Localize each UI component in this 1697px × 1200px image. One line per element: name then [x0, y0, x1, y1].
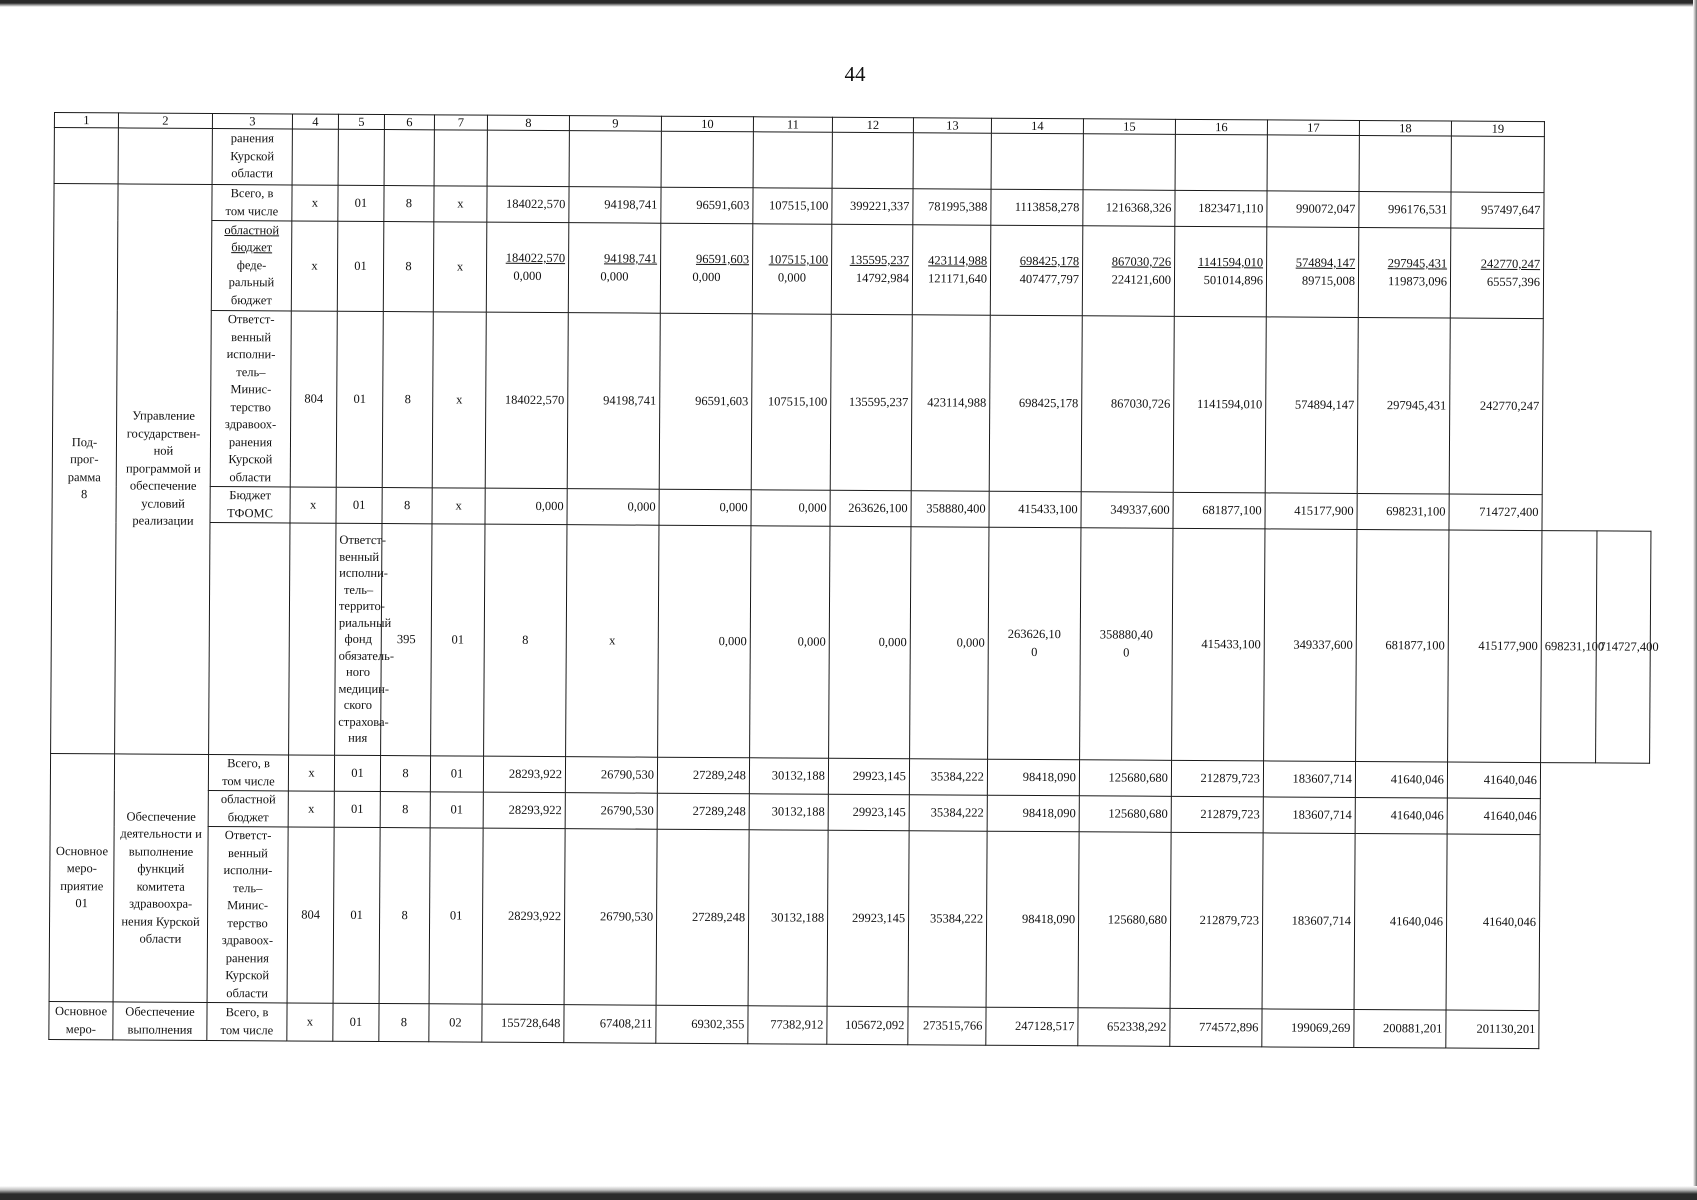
- code-cell: 8: [484, 524, 567, 756]
- amount-cell: 35384,222: [909, 759, 987, 795]
- amount-cell: 0,000: [751, 490, 830, 526]
- federal-amount: 0,000: [513, 268, 542, 283]
- amount-cell: 273515,766: [908, 1007, 986, 1045]
- amount-cell: 69302,355: [656, 1005, 748, 1044]
- amount-cell: [990, 225, 1083, 316]
- amount-cell: 652338,292: [1078, 1008, 1170, 1047]
- amount-cell: [1082, 226, 1175, 317]
- federal-amount: 501014,896: [1203, 272, 1264, 287]
- amount-cell: 415177,900: [1448, 530, 1542, 763]
- empty-cell: [991, 133, 1083, 190]
- table-row: [51, 521, 1651, 763]
- regional-amount: 94198,741: [603, 251, 658, 266]
- amount-cell: [486, 222, 569, 312]
- amount-cell: [752, 224, 832, 314]
- code-cell: 01: [336, 311, 383, 487]
- empty-cell: [434, 130, 487, 186]
- column-number: 14: [991, 118, 1083, 134]
- empty-cell: [753, 132, 832, 188]
- column-number: 1: [54, 113, 118, 128]
- amount-cell: 184022,570: [485, 312, 568, 488]
- amount-cell: 27289,248: [656, 829, 749, 1006]
- amount-cell: 0,000: [567, 489, 659, 526]
- code-cell: 01: [334, 791, 380, 827]
- federal-amount: 14792,984: [855, 270, 910, 285]
- federal-amount: 0,000: [777, 269, 807, 285]
- amount-cell: 263626,10 0: [988, 527, 1081, 760]
- source-cell: ранения Курской области: [212, 128, 292, 184]
- code-cell: 01: [337, 221, 384, 311]
- regional-amount: 96591,603: [695, 251, 750, 267]
- source-cell: Всего, в том числе: [212, 184, 292, 220]
- amount-cell: [831, 224, 913, 314]
- code-cell: 01: [333, 1003, 379, 1041]
- column-number: 13: [913, 118, 991, 133]
- amount-cell: [1358, 227, 1451, 318]
- regional-amount: 107515,100: [768, 252, 829, 267]
- amount-cell: 212879,723: [1171, 796, 1263, 833]
- amount-cell: 35384,222: [909, 795, 987, 831]
- amount-cell: 26790,530: [564, 829, 657, 1006]
- regional-amount: 574894,147: [1295, 255, 1356, 270]
- program-status-cell: Основное меро- приятие 01: [49, 753, 115, 1001]
- amount-cell: [1450, 228, 1544, 319]
- amount-cell: 698425,178: [989, 315, 1082, 492]
- empty-cell: [913, 133, 991, 189]
- amount-cell: 125680,680: [1078, 832, 1171, 1009]
- amount-cell: 0,000: [485, 488, 567, 525]
- amount-cell: 26790,530: [565, 757, 657, 794]
- empty-cell: [832, 132, 913, 188]
- empty-cell: [54, 128, 118, 184]
- amount-cell: 107515,100: [753, 188, 832, 224]
- empty-cell: [1359, 135, 1451, 192]
- page-number: 44: [844, 62, 866, 86]
- amount-cell: 183607,714: [1263, 761, 1355, 798]
- code-cell: 01: [336, 487, 382, 523]
- table-row: [49, 825, 1649, 1011]
- column-number: 3: [212, 113, 292, 128]
- regional-amount: 698425,178: [1019, 253, 1080, 269]
- amount-cell: 27289,248: [657, 757, 749, 794]
- amount-cell: 681877,100: [1173, 492, 1265, 529]
- column-number: 17: [1267, 120, 1359, 136]
- federal-amount: 407477,797: [1019, 271, 1080, 286]
- amount-cell: 200881,201: [1354, 1009, 1446, 1048]
- amount-cell: 263626,100: [830, 490, 911, 526]
- amount-cell: 30132,188: [748, 830, 828, 1006]
- code-cell: x: [432, 312, 486, 488]
- amount-cell: 98418,090: [987, 759, 1079, 796]
- code-cell: 8: [383, 222, 434, 312]
- amount-cell: 242770,247: [1449, 318, 1543, 495]
- amount-cell: 96591,603: [659, 313, 752, 490]
- program-name-cell: Обеспечение выполнения: [113, 1002, 207, 1041]
- scan-top-edge: [0, 0, 1697, 7]
- amount-cell: 681877,100: [1356, 529, 1449, 762]
- amount-cell: 41640,046: [1354, 833, 1447, 1010]
- amount-cell: 105672,092: [827, 1006, 908, 1044]
- column-number: 5: [338, 114, 384, 129]
- amount-cell: 29923,145: [828, 794, 909, 830]
- amount-cell: 415433,100: [989, 491, 1081, 528]
- table-row: [53, 220, 1653, 320]
- empty-cell: [384, 130, 434, 186]
- amount-cell: 358880,40 0: [1080, 528, 1173, 761]
- amount-cell: 0,000: [750, 526, 830, 758]
- empty-cell: [338, 129, 384, 185]
- amount-cell: 199069,269: [1262, 1009, 1354, 1048]
- code-cell: 01: [430, 756, 483, 792]
- code-cell: 8: [382, 312, 433, 488]
- column-number: 9: [569, 116, 661, 132]
- amount-cell: [568, 223, 661, 314]
- column-number: 7: [434, 115, 487, 130]
- amount-cell: 247128,517: [986, 1007, 1078, 1046]
- source-cell: областной бюджет: [208, 790, 288, 826]
- code-cell: 8: [384, 186, 434, 222]
- amount-cell: 1113858,278: [991, 189, 1083, 226]
- code-cell: 8: [382, 488, 432, 524]
- amount-cell: 183607,714: [1262, 833, 1355, 1010]
- source-cell: Ответст- венный исполни- тель– Минис- терство здравоох- ранения Курской области: [207, 826, 288, 1002]
- amount-cell: 107515,100: [751, 314, 831, 490]
- amount-cell: 201130,201: [1446, 1010, 1539, 1049]
- amount-cell: 714727,400: [1449, 494, 1542, 531]
- federal-amount: 121171,640: [928, 270, 988, 286]
- amount-cell: [660, 223, 753, 314]
- source-label-federal: феде- ральный бюджет: [228, 257, 275, 308]
- code-cell: 01: [333, 827, 380, 1003]
- amount-cell: 1216368,326: [1083, 190, 1175, 227]
- source-cell: Ответст- венный исполни- тель– Минис- терство здравоох- ранения Курской области: [210, 310, 291, 486]
- amount-cell: 212879,723: [1170, 832, 1263, 1009]
- federal-amount: 65557,396: [1486, 274, 1541, 289]
- empty-cell: [118, 128, 212, 185]
- code-cell: 8: [380, 792, 430, 828]
- source-cell: Ответст- венный исполни- тель– террито- риальный фонд обязатель- ного медицин- ского страхова- ния: [335, 523, 382, 755]
- column-number: 16: [1175, 119, 1267, 135]
- amount-cell: 399221,337: [832, 188, 913, 224]
- amount-cell: 135595,237: [830, 314, 912, 490]
- empty-cell: [1083, 134, 1175, 191]
- amount-cell: 698231,100: [1541, 531, 1597, 763]
- code-cell: x: [290, 487, 336, 523]
- code-cell: x: [288, 791, 334, 827]
- code-cell: x: [287, 1003, 333, 1041]
- amount-cell: 29923,145: [827, 830, 909, 1006]
- empty-cell: [1267, 135, 1359, 192]
- amount-cell: 30132,188: [749, 758, 828, 794]
- code-cell: 02: [429, 1004, 482, 1042]
- empty-cell: [661, 131, 753, 188]
- empty-cell: [487, 130, 569, 186]
- column-number: 12: [832, 117, 913, 132]
- federal-amount: 89715,008: [1301, 273, 1356, 288]
- empty-cell: [209, 522, 290, 754]
- empty-cell: [1175, 134, 1267, 191]
- program-status-cell: Под- прог- рамма 8: [51, 184, 118, 754]
- amount-cell: 41640,046: [1355, 761, 1447, 798]
- regional-amount: 423114,988: [928, 253, 988, 268]
- table-row: [52, 309, 1652, 495]
- column-number: 19: [1451, 121, 1544, 137]
- code-cell: 8: [379, 828, 430, 1004]
- amount-cell: 1141594,010: [1173, 316, 1266, 493]
- budget-table: [48, 112, 1659, 1050]
- amount-cell: 415433,100: [1172, 528, 1265, 761]
- source-cell: Бюджет ТФОМС: [210, 486, 290, 522]
- federal-amount: 0,000: [692, 269, 721, 284]
- amount-cell: 358880,400: [911, 491, 989, 527]
- table-row: [54, 128, 1653, 194]
- code-cell: 8: [379, 1004, 429, 1042]
- amount-cell: 349337,600: [1081, 492, 1173, 529]
- amount-cell: 996176,531: [1359, 191, 1451, 228]
- regional-amount: 135595,237: [849, 252, 910, 268]
- amount-cell: 96591,603: [661, 187, 753, 224]
- code-cell: x: [291, 221, 338, 311]
- source-cell: Всего, в том числе: [208, 754, 288, 790]
- amount-cell: 774572,896: [1170, 1008, 1262, 1047]
- code-cell: 01: [429, 828, 483, 1004]
- amount-cell: [912, 225, 991, 315]
- program-name-cell: Обеспечение деятельности и выполнение функций комитета здравоохра- нения Курской области: [113, 754, 209, 1003]
- scan-bottom-edge: [0, 1186, 1697, 1200]
- scan-right-edge: [1693, 0, 1697, 1200]
- code-cell: 395: [381, 524, 432, 756]
- program-name-cell: Управление государствен- ной программой и обеспечение условий реализации: [115, 184, 212, 755]
- code-cell: x: [434, 186, 487, 222]
- empty-cell: [569, 131, 661, 188]
- amount-cell: 77382,912: [748, 1006, 827, 1044]
- amount-cell: 29923,145: [828, 758, 909, 794]
- amount-cell: 349337,600: [1264, 529, 1357, 762]
- regional-amount: 297945,431: [1387, 256, 1448, 271]
- empty-cell: [1451, 136, 1544, 193]
- code-cell: x: [433, 222, 487, 312]
- column-number: 6: [384, 115, 434, 130]
- source-cell: [211, 220, 292, 310]
- amount-cell: 125680,680: [1079, 796, 1171, 833]
- amount-cell: 0,000: [659, 489, 751, 526]
- federal-amount: 119873,096: [1388, 273, 1448, 289]
- amount-cell: 41640,046: [1446, 834, 1540, 1011]
- amount-cell: 28293,922: [483, 756, 565, 793]
- amount-cell: 26790,530: [565, 793, 657, 830]
- code-cell: 01: [334, 755, 380, 791]
- amount-cell: 28293,922: [483, 792, 565, 829]
- code-cell: x: [566, 525, 659, 758]
- amount-cell: 41640,046: [1447, 798, 1540, 835]
- column-number: 2: [118, 113, 212, 129]
- amount-cell: 957497,647: [1451, 192, 1544, 229]
- code-cell: 01: [431, 524, 485, 756]
- amount-cell: [1174, 226, 1267, 317]
- empty-cell: [292, 129, 338, 185]
- amount-cell: 423114,988: [911, 315, 990, 491]
- code-cell: 804: [290, 311, 337, 487]
- column-number: 15: [1083, 119, 1175, 135]
- code-cell: 804: [287, 827, 334, 1003]
- source-cell: Всего, в том числе: [207, 1002, 287, 1040]
- column-number: 4: [292, 114, 338, 129]
- federal-amount: 224121,600: [1111, 271, 1172, 287]
- amount-cell: 0,000: [658, 525, 751, 758]
- regional-amount: 867030,726: [1111, 254, 1172, 269]
- amount-cell: 41640,046: [1447, 762, 1540, 799]
- amount-cell: 0,000: [910, 527, 989, 759]
- amount-cell: 990072,047: [1267, 191, 1359, 228]
- regional-amount: 1141594,010: [1197, 254, 1264, 270]
- amount-cell: 67408,211: [564, 1005, 656, 1044]
- regional-amount: 242770,247: [1480, 256, 1541, 272]
- amount-cell: 28293,922: [482, 828, 565, 1004]
- code-cell: 01: [430, 792, 483, 828]
- code-cell: 01: [338, 185, 384, 221]
- amount-cell: 1823471,110: [1175, 190, 1267, 227]
- amount-cell: 155728,648: [482, 1004, 564, 1043]
- amount-cell: 125680,680: [1079, 760, 1171, 797]
- amount-cell: 94198,741: [567, 313, 660, 490]
- amount-cell: 212879,723: [1171, 760, 1263, 797]
- amount-cell: 781995,388: [913, 189, 991, 225]
- amount-cell: 714727,400: [1595, 531, 1651, 763]
- code-cell: x: [292, 185, 338, 221]
- amount-cell: 0,000: [829, 526, 911, 758]
- federal-amount: 0,000: [600, 268, 629, 284]
- code-cell: 8: [380, 756, 430, 792]
- amount-cell: 574894,147: [1265, 317, 1358, 494]
- amount-cell: 98418,090: [986, 831, 1079, 1008]
- amount-cell: 867030,726: [1081, 316, 1174, 493]
- regional-amount: 184022,570: [505, 250, 566, 266]
- source-label-regional: областной бюджет: [224, 222, 280, 255]
- empty-cell: [289, 523, 336, 755]
- code-cell: x: [288, 755, 334, 791]
- column-number: 11: [753, 117, 832, 132]
- program-status-cell: Основное меро-: [49, 1001, 113, 1039]
- amount-cell: 184022,570: [487, 186, 569, 223]
- amount-cell: 94198,741: [569, 187, 661, 224]
- amount-cell: 35384,222: [908, 831, 987, 1007]
- column-number: 8: [487, 115, 569, 131]
- amount-cell: [1266, 227, 1359, 318]
- code-cell: x: [432, 488, 485, 524]
- amount-cell: 30132,188: [749, 794, 828, 830]
- amount-cell: 98418,090: [987, 795, 1079, 832]
- amount-cell: 41640,046: [1355, 797, 1447, 834]
- column-number: 10: [661, 116, 753, 132]
- amount-cell: 415177,900: [1265, 493, 1357, 530]
- column-number: 18: [1359, 120, 1451, 136]
- amount-cell: 183607,714: [1263, 797, 1355, 834]
- amount-cell: 698231,100: [1357, 493, 1449, 530]
- amount-cell: 27289,248: [657, 793, 749, 830]
- amount-cell: 297945,431: [1357, 317, 1450, 494]
